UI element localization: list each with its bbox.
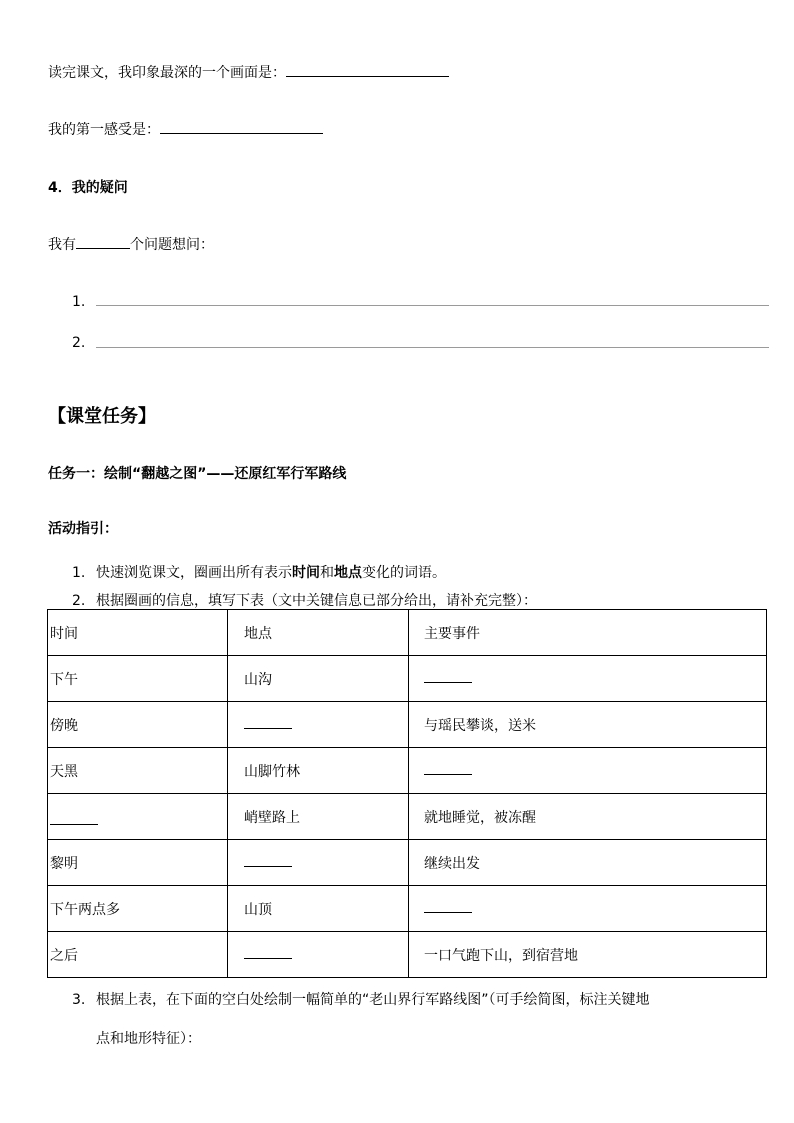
header-time: 时间	[48, 610, 228, 656]
step-2-text: 根据圈画的信息，填写下表（文中关键信息已部分给出，请补充完整）：	[96, 593, 537, 609]
fill-blank	[424, 670, 472, 683]
question-count-blank[interactable]	[76, 234, 130, 249]
cell-place: 山脚竹林	[228, 748, 409, 794]
table-row	[48, 932, 767, 978]
impression-label: 读完课文，我印象最深的一个画面是：	[48, 65, 286, 81]
fill-blank	[50, 812, 98, 825]
fill-blank	[424, 900, 472, 913]
table-row	[48, 656, 767, 702]
cell-event: 就地睡觉，被冻醒	[409, 794, 767, 840]
table-row	[48, 840, 767, 886]
header-place: 地点	[228, 610, 409, 656]
cell-time: 傍晚	[48, 702, 228, 748]
step-1-text-post: 变化的词语。	[362, 565, 446, 581]
question-item-2-number: 2.	[72, 335, 86, 351]
step-1-text-pre: 快速浏览课文，圈画出所有表示	[96, 565, 292, 581]
header-event: 主要事件	[409, 610, 767, 656]
step-3-text-line2: 点和地形特征）：	[96, 1031, 201, 1047]
cell-time-blank[interactable]	[48, 794, 228, 840]
fill-blank	[244, 716, 292, 729]
cell-event: 继续出发	[409, 840, 767, 886]
cell-time: 下午两点多	[48, 886, 228, 932]
cell-time: 天黑	[48, 748, 228, 794]
cell-event: 与瑶民攀谈，送米	[409, 702, 767, 748]
fill-blank	[424, 762, 472, 775]
task-heading: 任务一：绘制“翻越之图”——还原红军行军路线	[48, 466, 347, 482]
cell-place-blank[interactable]	[228, 702, 409, 748]
cell-event: 一口气跑下山，到宿营地	[409, 932, 767, 978]
fill-blank	[244, 946, 292, 959]
cell-time: 下午	[48, 656, 228, 702]
step-2	[72, 590, 537, 610]
step-1	[72, 562, 446, 582]
table-row	[48, 702, 767, 748]
step-1-text-mid: 和	[320, 565, 334, 581]
step-1-keyword-place: 地点	[334, 565, 362, 581]
table-row	[48, 794, 767, 840]
guide-label: 活动指引：	[48, 521, 118, 537]
feeling-blank[interactable]	[160, 119, 323, 134]
feeling-label: 我的第一感受是：	[48, 122, 160, 138]
cell-event-blank[interactable]	[409, 656, 767, 702]
questions-heading: 4．我的疑问	[48, 180, 128, 196]
step-2-number: 2.	[72, 593, 86, 609]
cell-place: 山顶	[228, 886, 409, 932]
cell-event-blank[interactable]	[409, 748, 767, 794]
cell-time: 之后	[48, 932, 228, 978]
impression-blank[interactable]	[286, 62, 449, 77]
cell-place-blank[interactable]	[228, 932, 409, 978]
impression-line	[48, 62, 449, 82]
classroom-title: 【课堂任务】	[48, 406, 156, 427]
question-count-line	[48, 234, 214, 254]
cell-place-blank[interactable]	[228, 840, 409, 886]
step-1-number: 1.	[72, 565, 86, 581]
march-route-table	[47, 609, 767, 978]
table-row	[48, 886, 767, 932]
question-suffix: 个问题想问：	[130, 237, 214, 253]
question-prefix: 我有	[48, 237, 76, 253]
question-2-answer-line[interactable]	[96, 347, 769, 348]
step-1-keyword-time: 时间	[292, 565, 320, 581]
step-3-number: 3.	[72, 992, 86, 1008]
feeling-line	[48, 119, 323, 139]
table-row	[48, 748, 767, 794]
cell-place: 山沟	[228, 656, 409, 702]
question-1-answer-line[interactable]	[96, 305, 769, 306]
cell-time: 黎明	[48, 840, 228, 886]
step-3	[72, 989, 650, 1009]
fill-blank	[244, 854, 292, 867]
table-header-row	[48, 610, 767, 656]
cell-place: 峭壁路上	[228, 794, 409, 840]
cell-event-blank[interactable]	[409, 886, 767, 932]
question-item-1-number: 1.	[72, 294, 86, 310]
step-3-text-line1: 根据上表，在下面的空白处绘制一幅简单的“老山界行军路线图”（可手绘简图，标注关键地	[96, 992, 650, 1008]
